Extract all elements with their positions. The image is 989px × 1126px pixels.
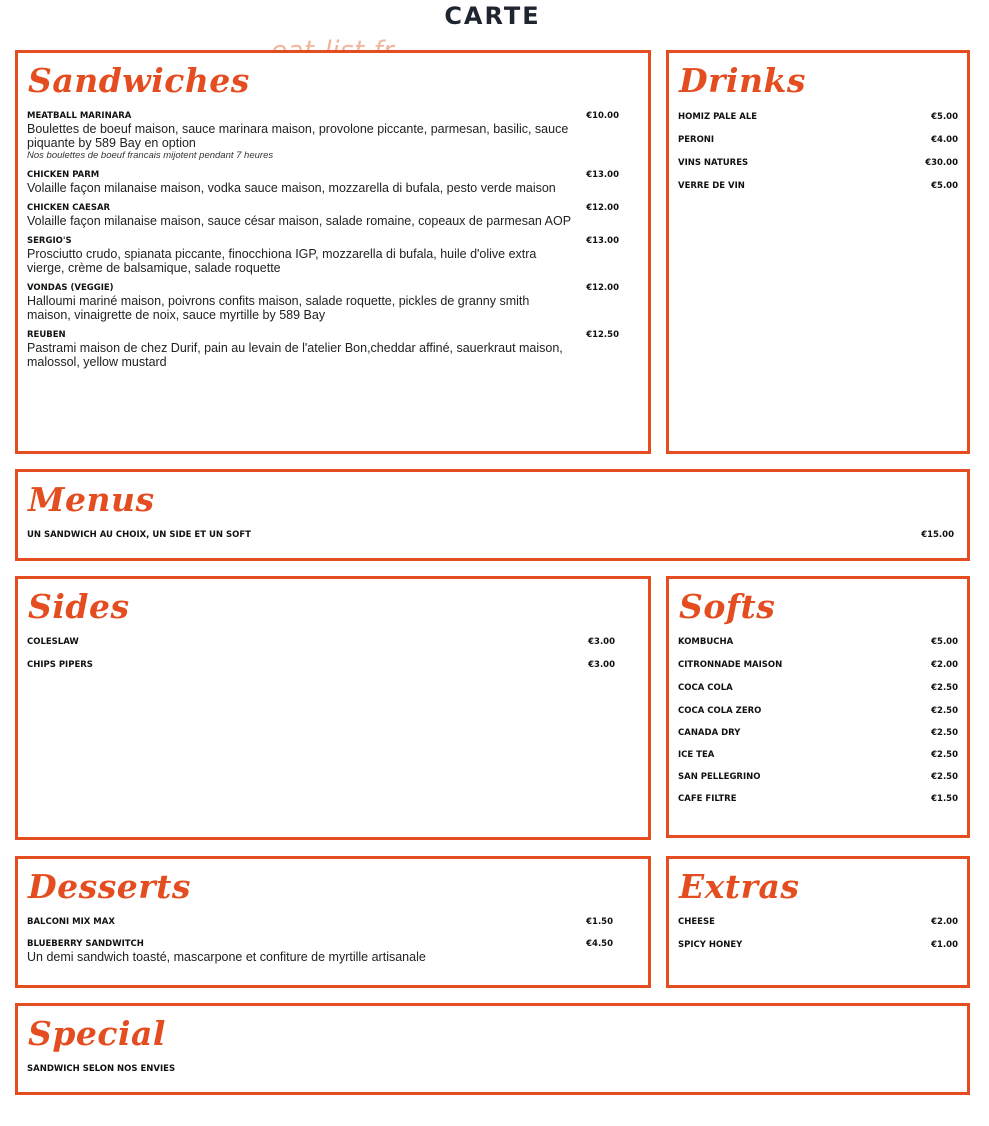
menu-item xyxy=(27,203,635,228)
item-name: VINS NATURES xyxy=(678,158,749,168)
item-name: HOMIZ PALE ALE xyxy=(678,112,758,122)
item-list xyxy=(27,111,635,377)
item-description: Un demi sandwich toasté, mascarpone et confiture de myrtille artisanale xyxy=(27,950,426,964)
section-drinks xyxy=(666,50,970,454)
item-price: €1.50 xyxy=(586,917,613,927)
menu-item xyxy=(27,330,635,369)
item-name: PERONI xyxy=(678,135,715,145)
item-name: CHIPS PIPERS xyxy=(27,660,93,670)
item-price: €3.00 xyxy=(588,637,615,647)
item-name: ICE TEA xyxy=(678,750,715,760)
item-price: €4.50 xyxy=(586,939,613,949)
item-name: BLUEBERRY SANDWITCH xyxy=(27,939,144,949)
section-sides xyxy=(15,576,651,840)
item-description: Volaille façon milanaise maison, sauce césar maison, salade romaine, copeaux de parmesan AOP xyxy=(27,214,572,228)
item-name: COCA COLA ZERO xyxy=(678,706,762,716)
item-price: €10.00 xyxy=(586,111,619,121)
menu-item xyxy=(678,660,958,671)
item-price: €12.00 xyxy=(586,203,619,213)
menu-item xyxy=(678,135,958,146)
menu-item xyxy=(27,111,635,162)
menu-item xyxy=(27,236,635,275)
item-list xyxy=(678,637,958,816)
item-price: €2.00 xyxy=(931,917,958,927)
item-price: €30.00 xyxy=(925,158,958,168)
item-name: CAFE FILTRE xyxy=(678,794,737,804)
menu-item xyxy=(27,660,635,671)
menu-item xyxy=(678,181,958,192)
item-name: SANDWICH SELON NOS ENVIES xyxy=(27,1064,176,1074)
menu-item xyxy=(678,683,958,694)
menu-item xyxy=(678,772,958,783)
item-name: COCA COLA xyxy=(678,683,733,693)
item-name: VONDAS (VEGGIE) xyxy=(27,283,114,293)
item-name: CHICKEN CAESAR xyxy=(27,203,111,213)
section-menus xyxy=(15,469,970,561)
menu-item xyxy=(27,917,635,928)
menu-item xyxy=(678,940,958,951)
section-desserts xyxy=(15,856,651,988)
item-price: €5.00 xyxy=(931,112,958,122)
item-name: BALCONI MIX MAX xyxy=(27,917,115,927)
section-sandwiches xyxy=(15,50,651,454)
item-price: €5.00 xyxy=(931,181,958,191)
item-list xyxy=(27,917,635,972)
menu-item xyxy=(27,283,635,322)
item-description: Boulettes de boeuf maison, sauce marinara maison, provolone piccante, parmesan, basilic, sauce piquante by 589 Bay en option xyxy=(27,122,569,150)
menu-item xyxy=(27,1064,954,1075)
item-name: CHEESE xyxy=(678,917,715,927)
menu-item xyxy=(678,112,958,123)
item-name: SPICY HONEY xyxy=(678,940,743,950)
item-list xyxy=(27,530,954,549)
item-description: Volaille façon milanaise maison, vodka sauce maison, mozzarella di bufala, pesto verde maison xyxy=(27,181,556,195)
section-title-menus: Menus xyxy=(28,480,155,519)
menu-item xyxy=(678,917,958,928)
item-price: €5.00 xyxy=(931,637,958,647)
item-price: €12.50 xyxy=(586,330,619,340)
item-name: MEATBALL MARINARA xyxy=(27,111,132,121)
item-name: UN SANDWICH AU CHOIX, UN SIDE ET UN SOFT xyxy=(27,530,251,540)
menu-item xyxy=(678,158,958,169)
section-title-drinks: Drinks xyxy=(679,61,806,100)
menu-item xyxy=(678,637,958,648)
item-price: €4.00 xyxy=(931,135,958,145)
menu-item xyxy=(678,750,958,761)
item-name: CANADA DRY xyxy=(678,728,741,738)
item-list xyxy=(27,1064,954,1083)
item-name: COLESLAW xyxy=(27,637,79,647)
section-title-desserts: Desserts xyxy=(28,867,191,906)
item-price: €2.50 xyxy=(931,772,958,782)
item-price: €12.00 xyxy=(586,283,619,293)
item-price: €2.00 xyxy=(931,660,958,670)
item-description: Pastrami maison de chez Durif, pain au levain de l'atelier Bon,cheddar affiné, sauerkraut maison, malossol, yellow mustard xyxy=(27,341,563,369)
item-name: VERRE DE VIN xyxy=(678,181,745,191)
item-list xyxy=(678,917,958,963)
item-price: €15.00 xyxy=(921,530,954,540)
item-price: €3.00 xyxy=(588,660,615,670)
section-extras xyxy=(666,856,970,988)
menu-item xyxy=(678,728,958,739)
menu-item xyxy=(678,706,958,717)
item-price: €13.00 xyxy=(586,236,619,246)
item-price: €2.50 xyxy=(931,706,958,716)
item-price: €2.50 xyxy=(931,750,958,760)
section-title-softs: Softs xyxy=(679,587,776,626)
section-special xyxy=(15,1003,970,1095)
menu-item xyxy=(678,794,958,805)
menu-item xyxy=(27,170,635,195)
item-name: SAN PELLEGRINO xyxy=(678,772,761,782)
item-price: €13.00 xyxy=(586,170,619,180)
item-note: Nos boulettes de boeuf francais mijotent pendant 7 heures xyxy=(27,150,274,161)
section-title-special: Special xyxy=(28,1014,166,1053)
menu-item xyxy=(27,939,635,964)
item-description: Halloumi mariné maison, poivrons confits maison, salade roquette, pickles de granny smith maison, vinaigrette de noix, sauce myrtille by 589 Bay xyxy=(27,294,530,322)
item-price: €2.50 xyxy=(931,728,958,738)
item-name: CHICKEN PARM xyxy=(27,170,100,180)
menu-item xyxy=(27,637,635,648)
item-price: €1.50 xyxy=(931,794,958,804)
section-title-extras: Extras xyxy=(679,867,800,906)
item-description: Prosciutto crudo, spianata piccante, finocchiona IGP, mozzarella di bufala, huile d'olive extra vierge, crème de balsamique, salade roquette xyxy=(27,247,537,275)
section-softs xyxy=(666,576,970,838)
section-title-sides: Sides xyxy=(28,587,130,626)
section-title-sandwiches: Sandwiches xyxy=(28,61,250,100)
menu-item xyxy=(27,530,954,541)
item-name: KOMBUCHA xyxy=(678,637,734,647)
item-name: SERGIO'S xyxy=(27,236,72,246)
item-name: REUBEN xyxy=(27,330,66,340)
page-title: CARTE xyxy=(444,2,541,30)
item-list xyxy=(678,112,958,204)
item-price: €2.50 xyxy=(931,683,958,693)
item-price: €1.00 xyxy=(931,940,958,950)
item-name: CITRONNADE MAISON xyxy=(678,660,783,670)
item-list xyxy=(27,637,635,683)
